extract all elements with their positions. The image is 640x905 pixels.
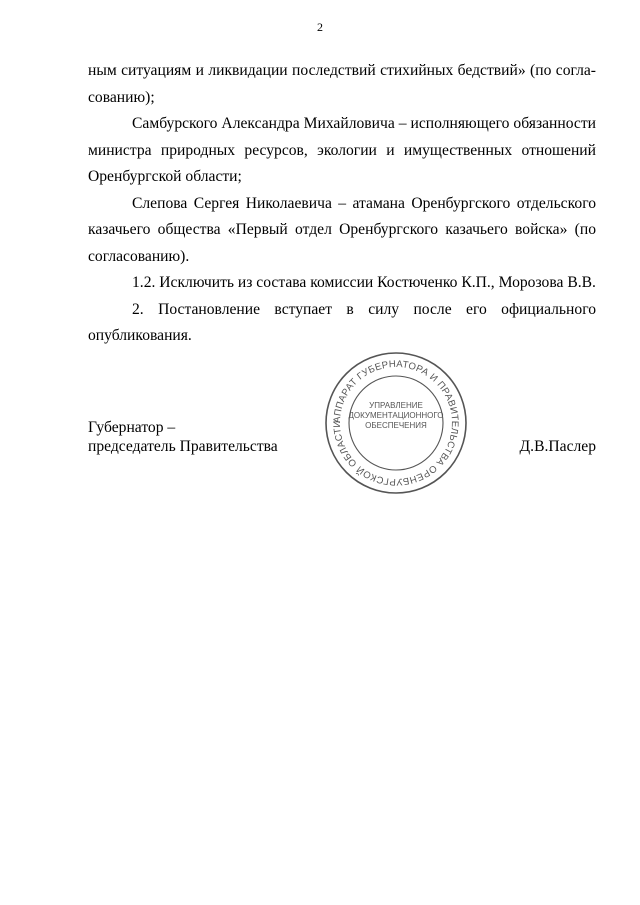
signatory-name: Д.В.Паслер — [519, 438, 596, 455]
paragraph-slepov: Слепова Сергея Николаевича – атамана Оренбургского отдельского казачьего общества «Первый отдел Оренбургского казачьего войска» (по согласованию). — [88, 194, 596, 265]
signatory-title-line2: председатель Правительства — [88, 438, 278, 455]
paragraph-sambursky: Самбурского Александра Михайловича – исполняющего обязанности министра природных ресурсов, экологии и имущественных отношений Оренбургской области; — [88, 115, 596, 185]
seal-ring-text: АППАРАТ ГУБЕРНАТОРА И ПРАВИТЕЛЬСТВА ОРЕНБУРГСКОЙ ОБЛАСТИ — [331, 358, 461, 488]
official-seal — [323, 350, 469, 496]
paragraph-clause-1-2: 1.2. Исключить из состава комиссии Костюченко К.П., Морозова В.В. — [132, 274, 596, 291]
paragraph-clause-2: 2. Постановление вступает в силу после его официального опубликования. — [88, 300, 596, 344]
document-body — [88, 58, 596, 350]
signatory-title — [88, 418, 278, 456]
page-number: 2 — [317, 20, 323, 34]
paragraph-continuation: ным ситуациям и ликвидации последствий стихийных бедствий» (по согласованию); — [88, 62, 596, 106]
signatory-title-line1: Губернатор – — [88, 419, 176, 436]
seal-center-line1: УПРАВЛЕНИЕ — [369, 401, 423, 410]
seal-center-line3: ОБЕСПЕЧЕНИЯ — [365, 421, 427, 430]
seal-center-line2: ДОКУМЕНТАЦИОННОГО — [348, 411, 444, 420]
